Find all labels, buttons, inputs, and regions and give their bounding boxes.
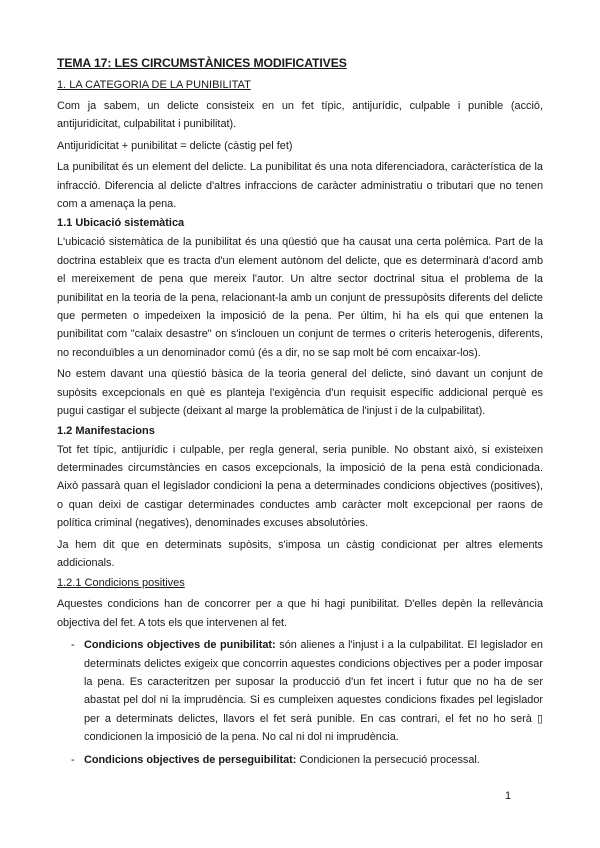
document-title: TEMA 17: LES CIRCUMSTÀNICES MODIFICATIVES <box>57 56 347 70</box>
paragraph-formula: Antijuridicitat + punibilitat = delicte (càstig pel fet) <box>57 139 293 152</box>
dash-bullet: - <box>71 639 75 652</box>
condicions-list <box>57 636 543 769</box>
section-heading-punibilitat: 1. LA CATEGORIA DE LA PUNIBILITAT <box>57 79 251 91</box>
paragraph-castig-condicionat: Ja hem dit que en determinats supòsits, s'imposa un càstig condicionat per altres elements addicionals. <box>57 538 543 569</box>
paragraph-ubicacio: L'ubicació sistemàtica de la punibilitat és una qüestió que ha causat una certa polèmica. Part de la doctrina estableix que es tracta d'un element autònom del delicte, que es determinarà d'acord amb el mereixement de pena que mereix l'autor. Un altre sector doctrinal situa el problema de la punibilitat en la teoria de la pena, relacionant-la amb un conjunt de pressupòsits diferents del delicte que permeten o impedeixen la imposició de la pena. Per últim, hi ha els qui que entenen la punibilitat com "calaix desastre" on s'inclouen un conjunt de termes o criteris heterogenis, diferents, no reconduïbles a un denominador comú (és a dir, no se sap molt bé com encaixar-los). <box>57 236 543 359</box>
paragraph-questio-basica: No estem davant una qüestió bàsica de la teoria general del delicte, sinó davant un conjunt de supòsits excepcionals en què es planteja l'exigència d'un requisit específic addicional perquè es pugui castigar el subjecte (deixant al marge la problemàtica de l'injust i de la culpabilitat). <box>57 368 543 418</box>
list-item-term: Condicions objectives de punibilitat: <box>84 639 276 652</box>
subsection-heading-ubicacio: 1.1 Ubicació sistemàtica <box>57 217 185 230</box>
list-item-punibilitat <box>71 636 543 746</box>
list-item-text: són alienes a l'injust i a la culpabilitat. El legislador en determinats delictes exigeix que concorrin aquestes condicions objectives per a poder imposar la pena. Es caracteritzen per suposar la producció d'un fet incert i futur que no ha de ser abastat pel dol ni la imprudència. Si es cumpleixen aquestes condicions fixades pel legislador per a determinats delictes, llavors el fet serà punible. En cas contrari, el fet no ho serà ▯ condicionen la imposició de la pena. No cal ni dol ni imprudència. <box>84 639 543 744</box>
page-number: 1 <box>505 790 512 802</box>
paragraph-condicions-positives: Aquestes condicions han de concorrer per a que hi hagi punibilitat. D'elles depèn la rellevància objectiva del fet. A tots els que intervenen al fet. <box>57 598 543 629</box>
subsection-heading-manifestacions: 1.2 Manifestacions <box>57 424 155 437</box>
list-item-term: Condicions objectives de perseguibilitat: <box>84 753 297 766</box>
paragraph-manifestacions: Tot fet típic, antijurídic i culpable, per regla general, seria punible. No obstant això, si existeixen determinades circumstàncies en casos excepcionals, la imposició de la pena està condicionada. Això passarà quan el legislador condicioni la pena a determinades condicions objectives (positives), o quan deixi de castigar determinades conductes amb caràcter molt excepcional per raons de política criminal (negatives), denominades excuses absolutòries. <box>57 443 543 530</box>
paragraph-punibilitat-element: La punibilitat és un element del delicte. La punibilitat és una nota diferenciadora, caràcterística de la infracció. Diferencia al delicte d'altres infraccions de caràcter administratiu o tributari que no tenen com a amenaça la pena. <box>57 161 543 211</box>
subsubsection-heading-condicions-positives: 1.2.1 Condicions positives <box>57 577 185 590</box>
paragraph-intro: Com ja sabem, un delicte consisteix en un fet típic, antijurídic, culpable i punible (acció, antijuridicitat, culpabilitat i punibilitat). <box>57 100 543 131</box>
dash-bullet: - <box>71 753 75 766</box>
list-item-text: Condicionen la persecució processal. <box>296 753 480 766</box>
list-item-perseguibilitat <box>71 751 543 769</box>
document-page <box>57 55 543 773</box>
